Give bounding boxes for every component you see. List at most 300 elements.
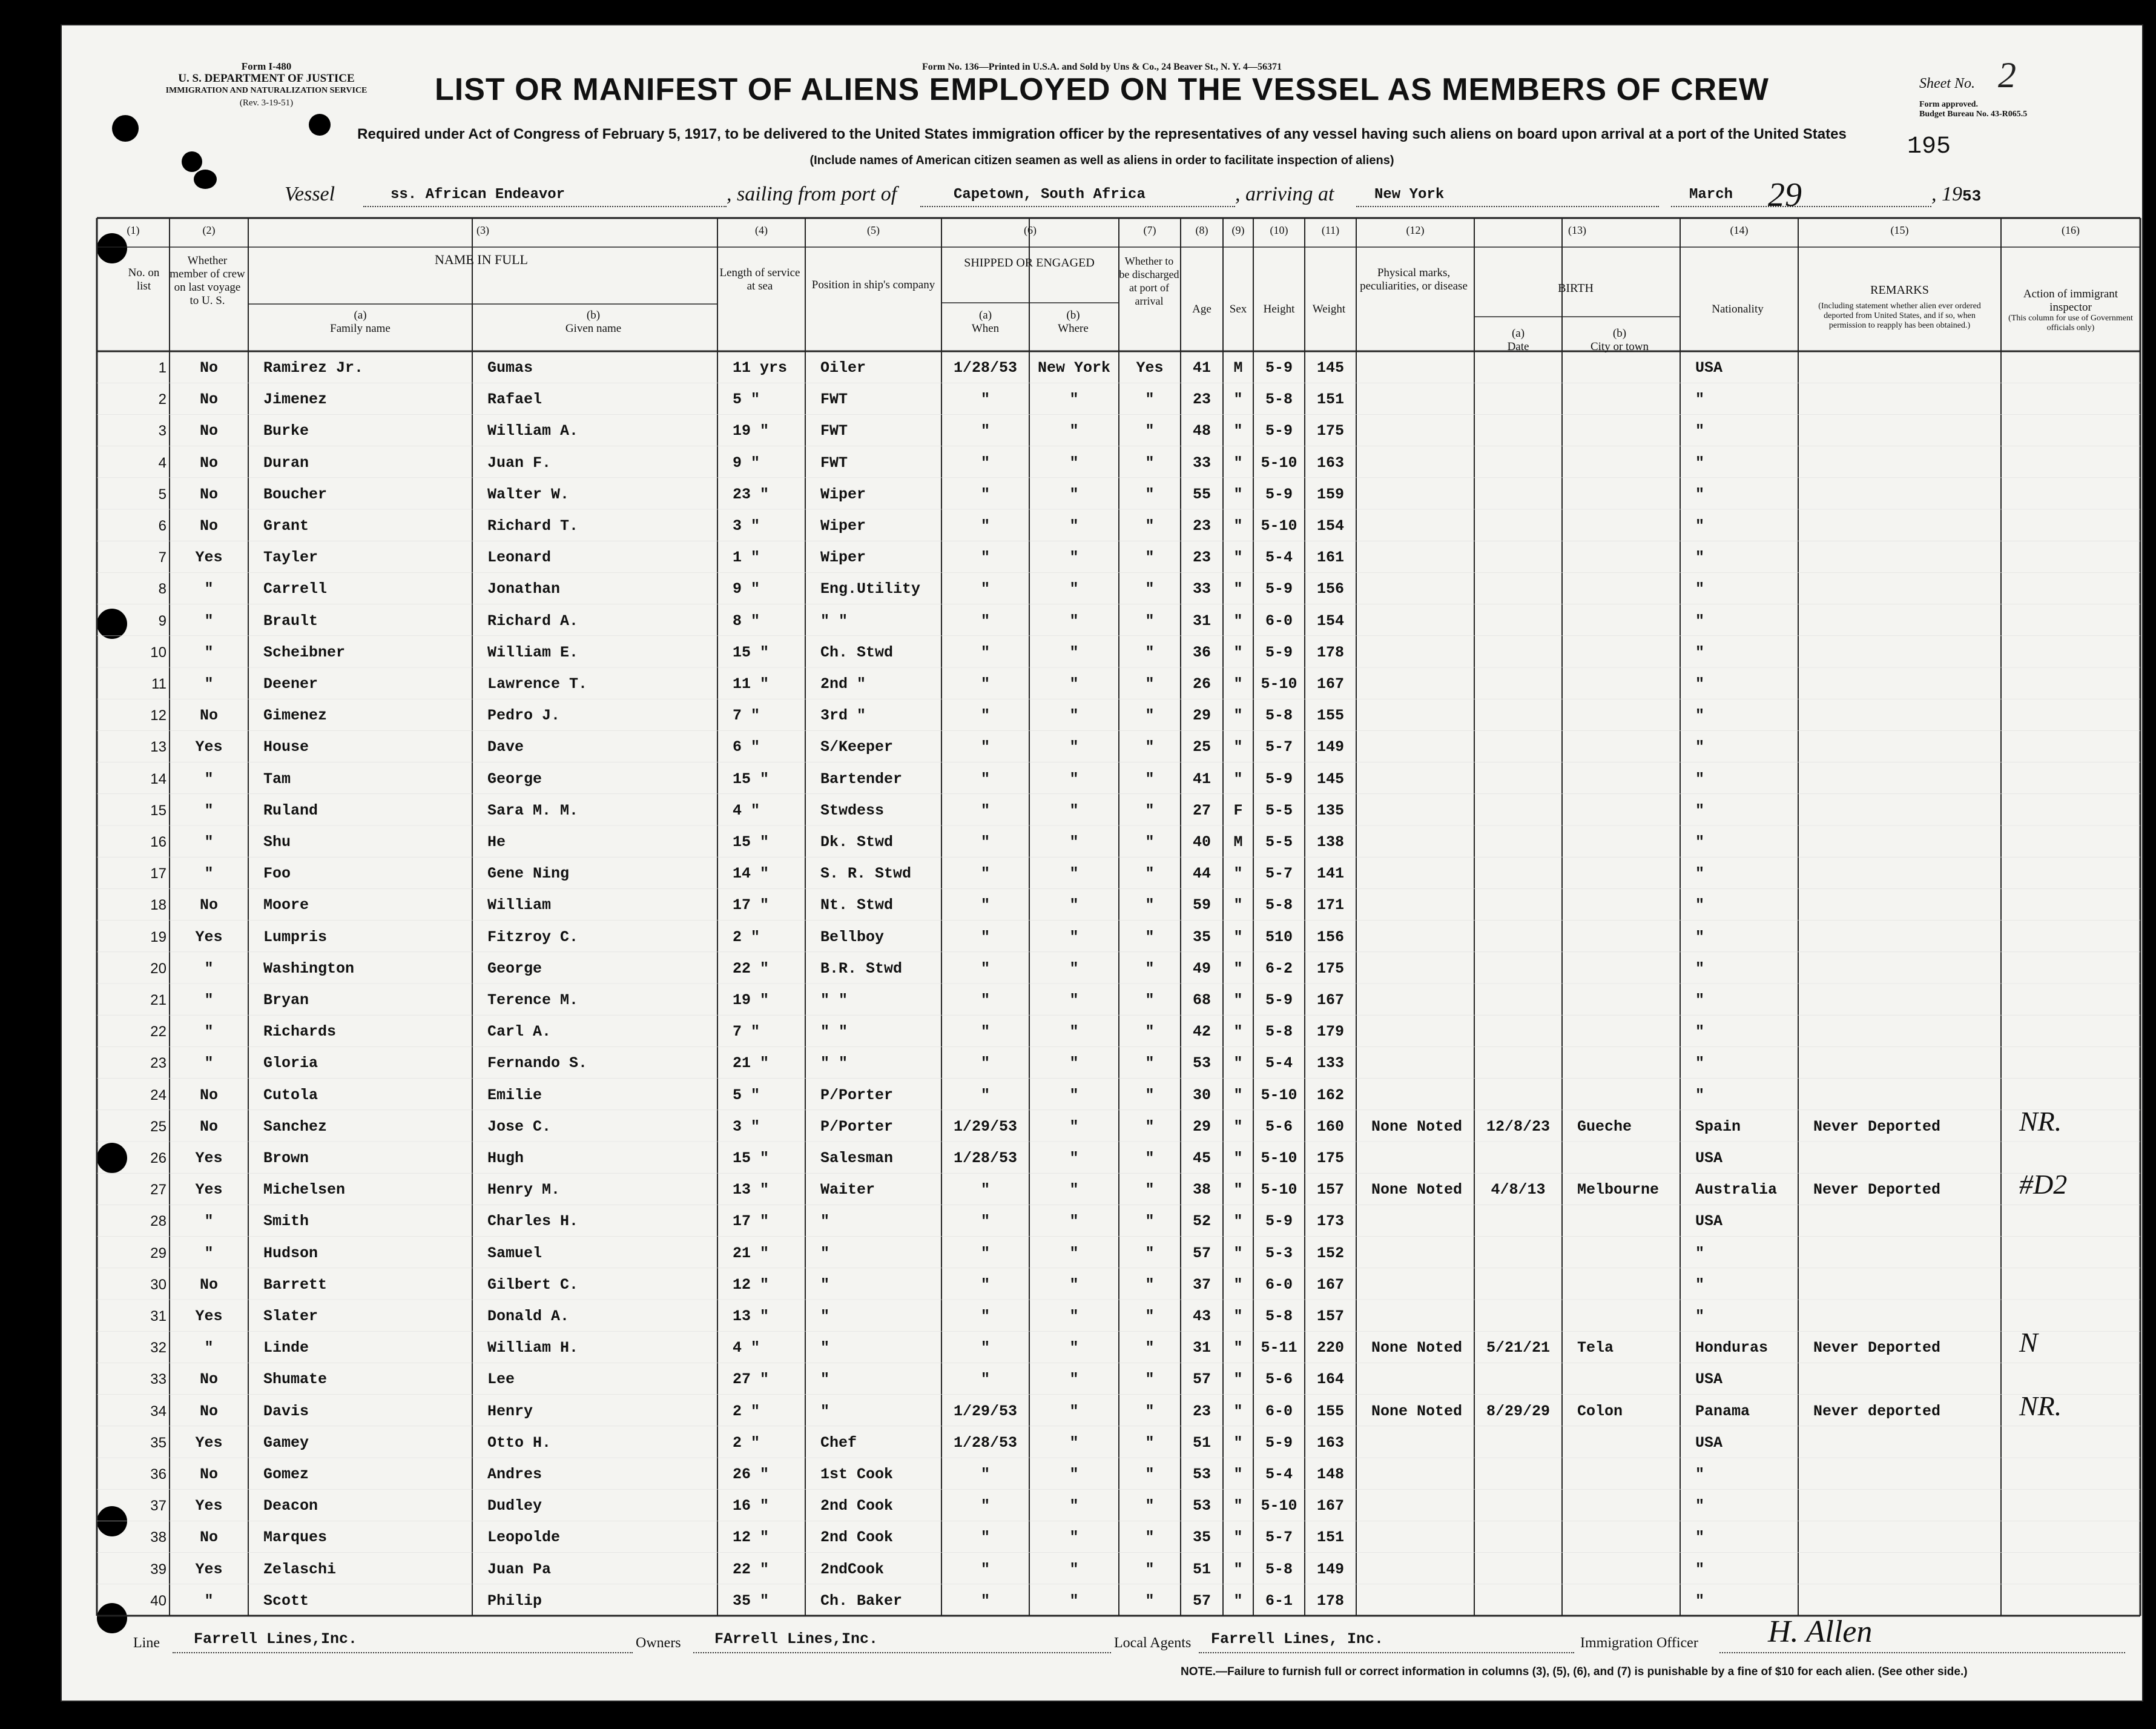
birth-city-cell: [1577, 827, 1680, 858]
sex-cell: ": [1233, 612, 1243, 630]
given-name-cell: Richard A.: [487, 612, 579, 630]
sex-cell: ": [1233, 991, 1243, 1009]
birth-date-cell: [1474, 1143, 1562, 1174]
position-cell: Wiper: [820, 485, 866, 503]
family-name-cell: Slater: [263, 1307, 318, 1325]
birth-date-cell: [1474, 700, 1562, 732]
nationality-cell: ": [1695, 580, 1705, 598]
shipped-when-cell: ": [980, 612, 990, 630]
physical-marks-cell: [1371, 1048, 1474, 1079]
remarks-cell: [1813, 1490, 2001, 1522]
family-label: Family name: [330, 322, 391, 335]
sex-cell: ": [1233, 422, 1243, 440]
physical-marks-cell: [1371, 1459, 1474, 1490]
physical-marks-cell: [1371, 637, 1474, 669]
row-number: 23: [150, 1055, 166, 1072]
nationality-cell: ": [1695, 770, 1705, 788]
birth-date-cell: [1474, 953, 1562, 985]
member-last-voyage-cell: No: [199, 1529, 218, 1547]
height-cell: 6-0: [1265, 1402, 1293, 1420]
inspector-action-cell: #D2: [2019, 1169, 2068, 1200]
position-cell: Wiper: [820, 549, 866, 567]
age-cell: 57: [1192, 1592, 1211, 1610]
family-name-cell: Lumpris: [263, 928, 328, 946]
family-name-cell: Sanchez: [263, 1117, 328, 1136]
family-letter: (a): [354, 309, 367, 322]
weight-cell: 138: [1316, 833, 1344, 851]
weight-cell: 148: [1316, 1466, 1344, 1483]
weight-cell: 149: [1316, 738, 1344, 756]
column-number: (10): [1270, 224, 1288, 236]
shipped-when-cell: ": [980, 738, 990, 756]
header-remarks: REMARKS: [1870, 283, 1929, 297]
birth-city-cell: [1577, 1522, 1680, 1553]
age-cell: 26: [1192, 675, 1211, 693]
birth-city-cell: [1577, 1080, 1680, 1111]
height-cell: 5-10: [1261, 517, 1297, 535]
position-cell: ": [820, 1275, 830, 1294]
birth-date-cell: [1474, 764, 1562, 795]
column-number: (3): [476, 224, 489, 236]
shipped-where-cell: ": [1069, 612, 1079, 630]
row-number: 39: [150, 1561, 166, 1578]
discharged-cell: ": [1145, 1339, 1155, 1357]
family-name-cell: Scott: [263, 1592, 309, 1610]
family-name-cell: Deacon: [263, 1497, 318, 1515]
position-cell: FWT: [820, 391, 848, 409]
shipped-when-cell: ": [980, 959, 990, 977]
member-last-voyage-cell: ": [204, 612, 214, 630]
length-of-service-cell: 21 ": [733, 1244, 770, 1262]
birth-date-cell: [1474, 1427, 1562, 1459]
given-name-cell: Philip: [487, 1592, 542, 1610]
birth-date-cell: [1474, 732, 1562, 763]
remarks-cell: [1813, 1080, 2001, 1111]
length-of-service-cell: 26 ": [733, 1466, 770, 1483]
given-name-cell: Juan Pa: [487, 1560, 552, 1578]
physical-marks-cell: [1371, 890, 1474, 921]
birth-city-cell: [1577, 1364, 1680, 1395]
birth-city-cell: [1577, 1585, 1680, 1617]
age-cell: 37: [1192, 1275, 1211, 1294]
remarks-cell: [1813, 1554, 2001, 1585]
member-last-voyage-cell: No: [199, 1402, 218, 1420]
nationality-cell: ": [1695, 517, 1705, 535]
length-of-service-cell: 11 yrs: [733, 359, 788, 377]
stamp-number: 195: [1907, 133, 1951, 160]
length-of-service-cell: 21 ": [733, 1054, 770, 1073]
nationality-cell: ": [1695, 675, 1705, 693]
vessel-label: Vessel: [285, 183, 335, 205]
family-name-cell: Zelaschi: [263, 1560, 337, 1578]
date-letter: (a): [1511, 327, 1525, 340]
age-cell: 30: [1192, 1086, 1211, 1104]
row-number: 33: [150, 1371, 166, 1388]
birth-date-cell: [1474, 1080, 1562, 1111]
given-name-cell: Dudley: [487, 1497, 542, 1515]
sex-cell: ": [1233, 517, 1243, 535]
given-name-cell: Henry: [487, 1402, 533, 1420]
column-number: (15): [1890, 224, 1909, 236]
position-cell: Chef: [820, 1433, 857, 1452]
birth-date-cell: [1474, 1522, 1562, 1553]
weight-cell: 145: [1316, 359, 1344, 377]
shipped-where-cell: ": [1069, 1529, 1079, 1547]
shipped-when-cell: ": [980, 1244, 990, 1262]
sheet-number-label: Sheet No.: [1919, 76, 1975, 91]
family-name-cell: Carrell: [263, 580, 328, 598]
given-name-cell: William: [487, 896, 552, 914]
physical-marks-cell: [1371, 1554, 1474, 1585]
family-name-cell: Shu: [263, 833, 291, 851]
given-name-cell: Henry M.: [487, 1181, 561, 1199]
birth-date-cell: [1474, 511, 1562, 542]
height-cell: 5-9: [1265, 485, 1293, 503]
weight-cell: 167: [1316, 675, 1344, 693]
family-name-cell: Ruland: [263, 801, 318, 819]
weight-cell: 154: [1316, 517, 1344, 535]
shipped-where-cell: ": [1069, 1433, 1079, 1452]
weight-cell: 171: [1316, 896, 1344, 914]
sex-cell: ": [1233, 391, 1243, 409]
birth-date-cell: [1474, 1016, 1562, 1048]
sex-cell: ": [1233, 1433, 1243, 1452]
row-number: 30: [150, 1276, 166, 1293]
given-name-cell: Sara M. M.: [487, 801, 579, 819]
discharged-cell: ": [1145, 612, 1155, 630]
weight-cell: 175: [1316, 1149, 1344, 1167]
nationality-cell: USA: [1695, 1149, 1723, 1167]
discharged-cell: Yes: [1136, 359, 1164, 377]
position-cell: ": [820, 1212, 830, 1231]
member-last-voyage-cell: Yes: [195, 1497, 223, 1515]
birth-date-cell: [1474, 985, 1562, 1016]
nationality-cell: USA: [1695, 1433, 1723, 1452]
age-cell: 49: [1192, 959, 1211, 977]
sex-cell: ": [1233, 1402, 1243, 1420]
birth-city-cell: [1577, 953, 1680, 985]
weight-cell: 155: [1316, 1402, 1344, 1420]
row-number: 31: [150, 1308, 166, 1324]
height-cell: 5-7: [1265, 1529, 1293, 1547]
height-cell: 5-9: [1265, 770, 1293, 788]
sex-cell: ": [1233, 896, 1243, 914]
nationality-cell: ": [1695, 454, 1705, 472]
height-cell: 5-9: [1265, 991, 1293, 1009]
sex-cell: ": [1233, 1181, 1243, 1199]
shipped-where-cell: ": [1069, 391, 1079, 409]
remarks-cell: Never deported: [1813, 1402, 1941, 1420]
row-number: 16: [150, 834, 166, 850]
discharged-cell: ": [1145, 959, 1155, 977]
shipped-when-cell: ": [980, 549, 990, 567]
discharged-cell: ": [1145, 1244, 1155, 1262]
header-member-last-voyage: Whether member of crew on last voyage to U. S.: [170, 254, 245, 307]
height-cell: 5-11: [1261, 1339, 1297, 1357]
nationality-cell: ": [1695, 1086, 1705, 1104]
position-cell: ": [820, 1339, 830, 1357]
sex-cell: M: [1233, 833, 1243, 851]
discharged-cell: ": [1145, 896, 1155, 914]
row-number: 6: [158, 518, 166, 534]
height-cell: 5-8: [1265, 707, 1293, 725]
birth-city-cell: [1577, 479, 1680, 511]
birth-city-cell: [1577, 1143, 1680, 1174]
given-name-cell: Leonard: [487, 549, 552, 567]
shipped-where-cell: ": [1069, 549, 1079, 567]
height-cell: 5-4: [1265, 1054, 1293, 1073]
position-cell: Stwdess: [820, 801, 885, 819]
physical-marks-cell: [1371, 1143, 1474, 1174]
column-number: (16): [2062, 224, 2080, 236]
member-last-voyage-cell: ": [204, 833, 214, 851]
remarks-cell: [1813, 415, 2001, 447]
footer-owners-underline: [693, 1652, 1111, 1653]
birth-city-cell: [1577, 890, 1680, 921]
length-of-service-cell: 2 ": [733, 928, 760, 946]
remarks-cell: [1813, 1143, 2001, 1174]
length-of-service-cell: 9 ": [733, 454, 760, 472]
inspector-action-cell: NR.: [2019, 1105, 2062, 1137]
position-cell: Waiter: [820, 1181, 875, 1199]
given-name-cell: Charles H.: [487, 1212, 579, 1231]
shipped-where-cell: ": [1069, 1086, 1079, 1104]
given-name-cell: George: [487, 770, 542, 788]
position-cell: 2nd ": [820, 675, 866, 693]
given-name-cell: William A.: [487, 422, 579, 440]
height-cell: 5-5: [1265, 801, 1293, 819]
shipped-where-cell: ": [1069, 1023, 1079, 1041]
length-of-service-cell: 6 ": [733, 738, 760, 756]
position-cell: Bartender: [820, 770, 903, 788]
column-number: (8): [1195, 224, 1208, 236]
footer-owners-value: FArrell Lines,Inc.: [714, 1630, 879, 1648]
remarks-cell: [1813, 985, 2001, 1016]
row-number: 17: [150, 865, 166, 882]
sex-cell: ": [1233, 1497, 1243, 1515]
city-letter: (b): [1612, 327, 1627, 340]
remarks-cell: [1813, 1269, 2001, 1301]
row-number: 29: [150, 1245, 166, 1261]
member-last-voyage-cell: ": [204, 801, 214, 819]
age-cell: 31: [1192, 612, 1211, 630]
nationality-cell: USA: [1695, 1370, 1723, 1389]
row-number: 24: [150, 1086, 166, 1103]
nationality-cell: ": [1695, 1275, 1705, 1294]
column-number: (2): [202, 224, 216, 236]
weight-cell: 163: [1316, 1433, 1344, 1452]
age-cell: 53: [1192, 1466, 1211, 1483]
given-name-cell: Pedro J.: [487, 707, 561, 725]
footer-line-value: Farrell Lines,Inc.: [194, 1630, 358, 1648]
given-name-cell: William E.: [487, 643, 579, 661]
shipped-when-cell: 1/29/53: [953, 1117, 1018, 1136]
physical-marks-cell: [1371, 352, 1474, 384]
length-of-service-cell: 15 ": [733, 643, 770, 661]
length-of-service-cell: 7 ": [733, 707, 760, 725]
shipped-where-cell: ": [1069, 1592, 1079, 1610]
arriving-at-label: , arriving at: [1235, 183, 1334, 205]
discharged-cell: ": [1145, 1529, 1155, 1547]
family-name-cell: Linde: [263, 1339, 309, 1357]
length-of-service-cell: 22 ": [733, 959, 770, 977]
given-name-cell: Gumas: [487, 359, 533, 377]
shipped-where-cell: ": [1069, 738, 1079, 756]
position-cell: Ch. Stwd: [820, 643, 894, 661]
weight-cell: 135: [1316, 801, 1344, 819]
sex-cell: ": [1233, 1592, 1243, 1610]
age-cell: 33: [1192, 454, 1211, 472]
sex-cell: F: [1233, 801, 1243, 819]
given-name-cell: Fitzroy C.: [487, 928, 579, 946]
sex-cell: ": [1233, 770, 1243, 788]
position-cell: FWT: [820, 422, 848, 440]
member-last-voyage-cell: No: [199, 1370, 218, 1389]
arriving-at-value: New York: [1374, 187, 1445, 203]
discharged-cell: ": [1145, 1086, 1155, 1104]
age-cell: 23: [1192, 391, 1211, 409]
birth-date-cell: [1474, 795, 1562, 827]
sex-cell: ": [1233, 865, 1243, 883]
birth-date-cell: [1474, 1269, 1562, 1301]
physical-marks-cell: [1371, 985, 1474, 1016]
physical-marks-cell: [1371, 448, 1474, 479]
header-family-name: [248, 309, 472, 336]
position-cell: FWT: [820, 454, 848, 472]
member-last-voyage-cell: No: [199, 1086, 218, 1104]
physical-marks-cell: [1371, 1301, 1474, 1332]
height-cell: 5-7: [1265, 865, 1293, 883]
weight-cell: 178: [1316, 1592, 1344, 1610]
given-name-cell: Richard T.: [487, 517, 579, 535]
header-age: Age: [1192, 303, 1212, 316]
inspector-action-cell: NR.: [2019, 1390, 2062, 1421]
nationality-cell: ": [1695, 1244, 1705, 1262]
discharged-cell: ": [1145, 801, 1155, 819]
shipped-where-cell: ": [1069, 833, 1079, 851]
discharged-cell: ": [1145, 770, 1155, 788]
height-cell: 6-2: [1265, 959, 1293, 977]
shipped-where-cell: ": [1069, 454, 1079, 472]
printer-line: Form No. 136—Printed in U.S.A. and Sold by Uns & Co., 24 Beaver St., N. Y. 4—56371: [921, 62, 1282, 72]
column-number: (4): [755, 224, 768, 236]
family-name-cell: Jimenez: [263, 391, 328, 409]
physical-marks-cell: [1371, 922, 1474, 953]
given-name-cell: Terence M.: [487, 991, 579, 1009]
row-number: 32: [150, 1340, 166, 1357]
birth-date-cell: [1474, 1585, 1562, 1617]
height-cell: 5-8: [1265, 391, 1293, 409]
form-number: Form I-480: [241, 61, 292, 72]
subtitle-note: (Include names of American citizen seamen as well as aliens in order to facilitate inspection of aliens): [809, 154, 1394, 167]
birth-date-cell: [1474, 637, 1562, 669]
shipped-when-cell: ": [980, 896, 990, 914]
footer-officer-label: Immigration Officer: [1580, 1635, 1698, 1651]
physical-marks-cell: [1371, 1206, 1474, 1237]
birth-date-cell: [1474, 1364, 1562, 1395]
physical-marks-cell: [1371, 1585, 1474, 1617]
length-of-service-cell: 12 ": [733, 1529, 770, 1547]
shipped-when-cell: ": [980, 422, 990, 440]
footer-officer-underline: [1719, 1652, 2125, 1653]
nationality-cell: Panama: [1695, 1402, 1750, 1420]
height-cell: 6-0: [1265, 612, 1293, 630]
remarks-cell: [1813, 1364, 2001, 1395]
physical-marks-cell: None Noted: [1371, 1181, 1463, 1199]
sex-cell: ": [1233, 707, 1243, 725]
remarks-cell: [1813, 858, 2001, 890]
birth-date-cell: [1474, 352, 1562, 384]
discharged-cell: ": [1145, 707, 1155, 725]
sailing-from-label: , sailing from port of: [727, 183, 897, 205]
weight-cell: 145: [1316, 770, 1344, 788]
length-of-service-cell: 22 ": [733, 1560, 770, 1578]
position-cell: B.R. Stwd: [820, 959, 903, 977]
row-number: 37: [150, 1498, 166, 1515]
nationality-cell: Honduras: [1695, 1339, 1769, 1357]
birth-city-cell: [1577, 1016, 1680, 1048]
birth-date-cell: [1474, 1490, 1562, 1522]
height-cell: 5-9: [1265, 1212, 1293, 1231]
sex-cell: ": [1233, 580, 1243, 598]
sex-cell: ": [1233, 643, 1243, 661]
vessel-value: ss. African Endeavor: [391, 187, 565, 203]
remarks-cell: [1813, 1427, 2001, 1459]
sex-cell: ": [1233, 1370, 1243, 1389]
age-cell: 43: [1192, 1307, 1211, 1325]
row-number: 20: [150, 960, 166, 977]
header-sex: Sex: [1229, 303, 1247, 316]
discharged-cell: ": [1145, 549, 1155, 567]
shipped-when-cell: ": [980, 801, 990, 819]
remarks-cell: [1813, 574, 2001, 605]
birth-date-cell: [1474, 827, 1562, 858]
shipped-where-cell: ": [1069, 801, 1079, 819]
sailing-from-value: Capetown, South Africa: [954, 187, 1146, 203]
manifest-sheet: [61, 24, 2143, 1702]
shipped-when-cell: ": [980, 1307, 990, 1325]
remarks-cell: Never Deported: [1813, 1117, 1941, 1136]
age-cell: 42: [1192, 1023, 1211, 1041]
age-cell: 36: [1192, 643, 1211, 661]
birth-date-cell: [1474, 669, 1562, 700]
family-name-cell: Richards: [263, 1023, 337, 1041]
row-number: 36: [150, 1466, 166, 1483]
shipped-where-cell: ": [1069, 485, 1079, 503]
nationality-cell: ": [1695, 1529, 1705, 1547]
sex-cell: ": [1233, 1149, 1243, 1167]
age-cell: 51: [1192, 1560, 1211, 1578]
height-cell: 5-3: [1265, 1244, 1293, 1262]
physical-marks-cell: [1371, 795, 1474, 827]
age-cell: 25: [1192, 738, 1211, 756]
discharged-cell: ": [1145, 1054, 1155, 1073]
row-number: 10: [150, 644, 166, 661]
discharged-cell: ": [1145, 454, 1155, 472]
nationality-cell: ": [1695, 391, 1705, 409]
age-cell: 52: [1192, 1212, 1211, 1231]
given-name-cell: Jose C.: [487, 1117, 552, 1136]
shipped-where-cell: ": [1069, 517, 1079, 535]
weight-cell: 152: [1316, 1244, 1344, 1262]
physical-marks-cell: [1371, 858, 1474, 890]
given-name-cell: Samuel: [487, 1244, 542, 1262]
page-title: LIST OR MANIFEST OF ALIENS EMPLOYED ON THE VESSEL AS MEMBERS OF CREW: [435, 72, 1769, 107]
footer-owners-label: Owners: [636, 1635, 681, 1651]
height-cell: 5-8: [1265, 1023, 1293, 1041]
family-name-cell: Scheibner: [263, 643, 346, 661]
length-of-service-cell: 11 ": [733, 675, 770, 693]
